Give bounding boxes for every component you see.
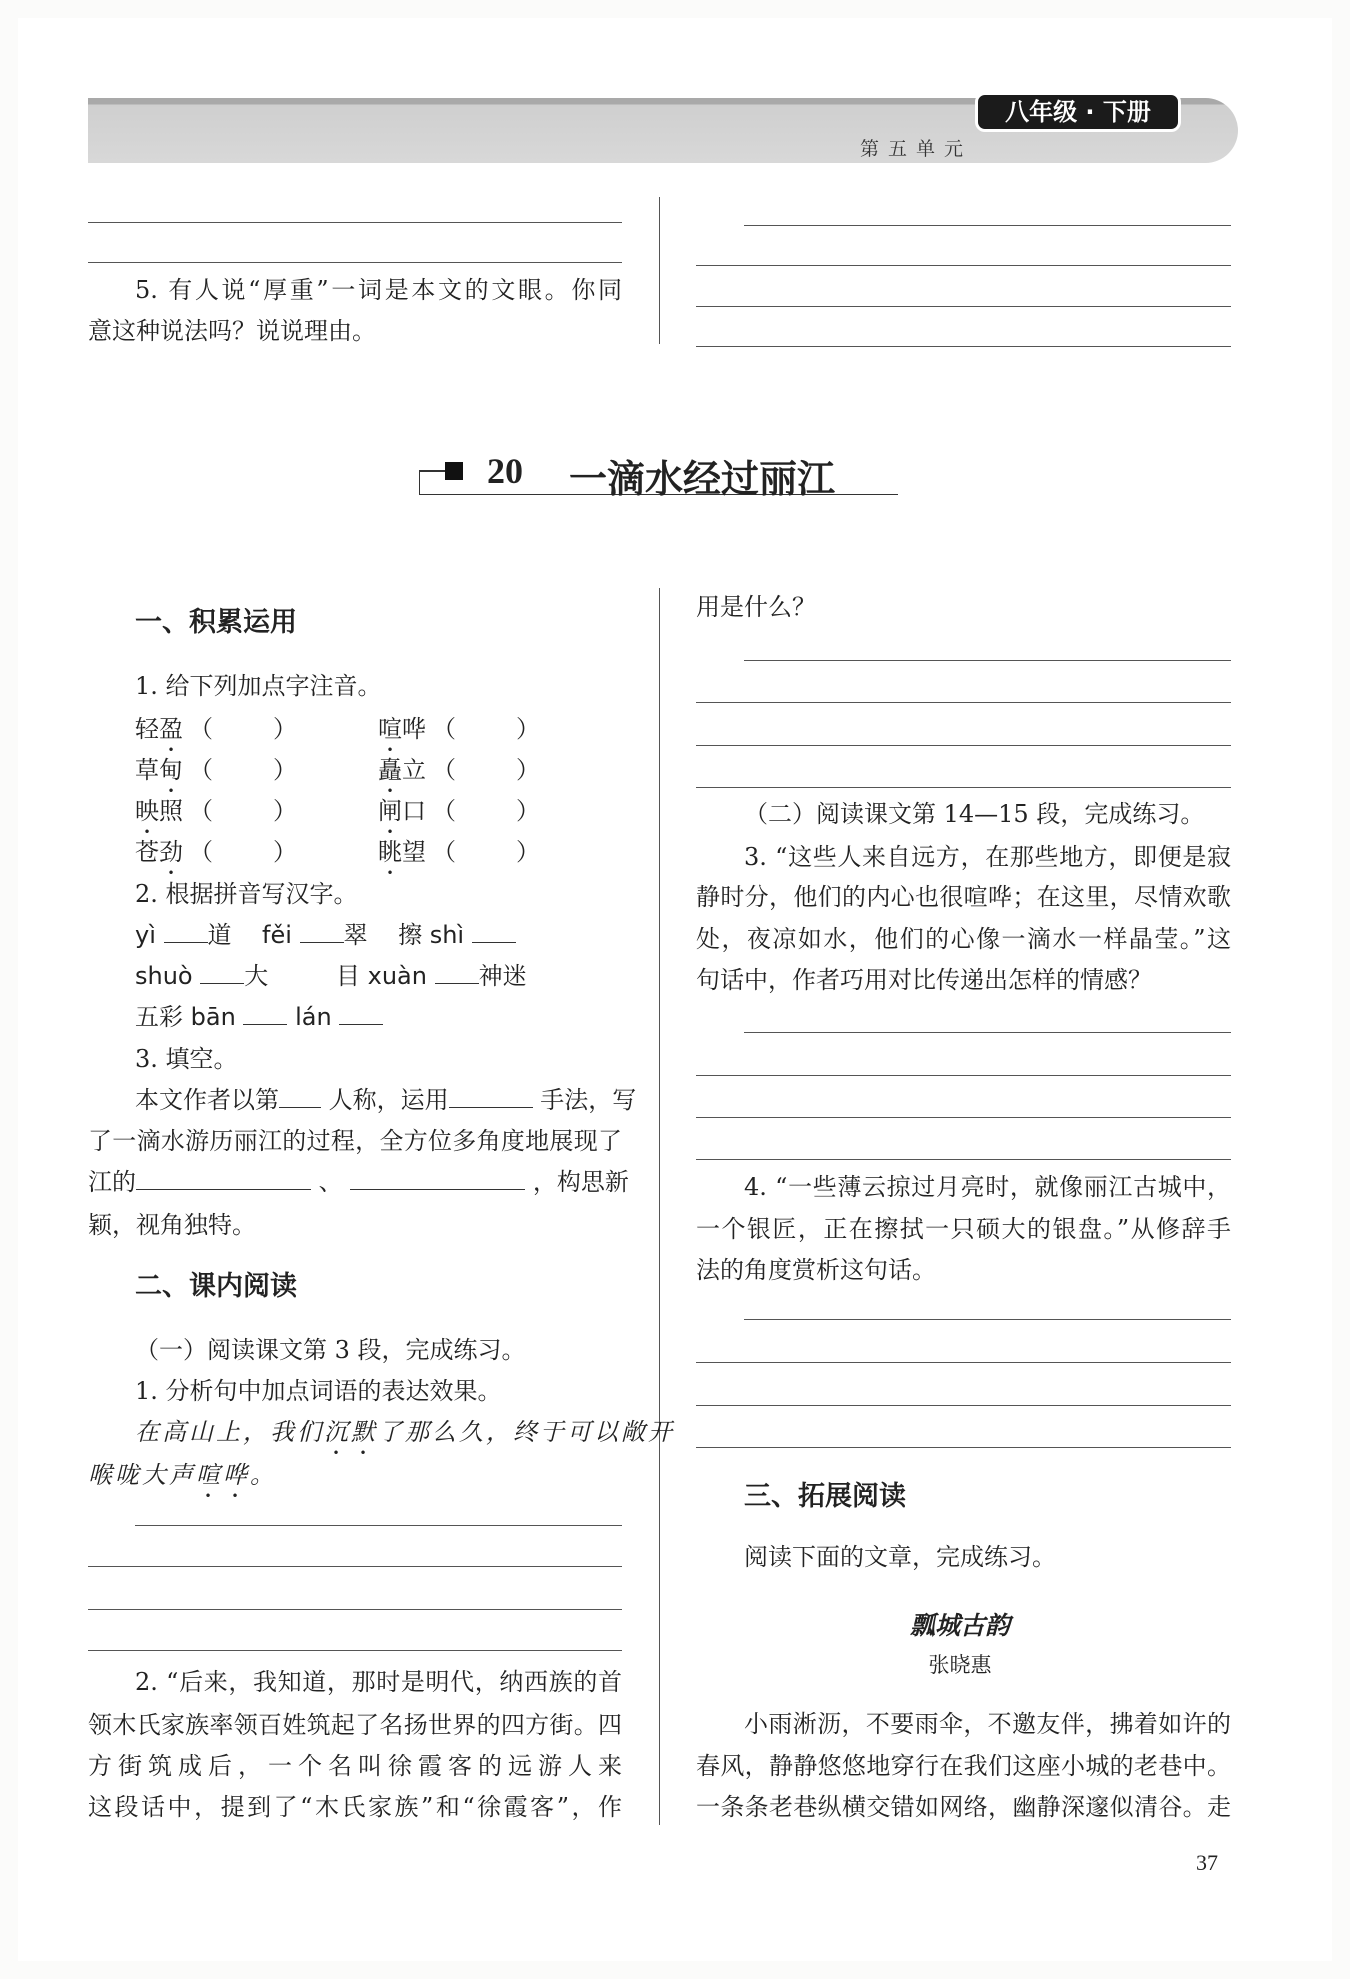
- question-3b-line: 静时分，他们的内心也很喧哗；在这里，尽情欢歌: [696, 883, 1231, 911]
- answer-line[interactable]: [696, 1362, 1231, 1363]
- dotted-char: 盈: [159, 715, 183, 743]
- pinyin-text: 目 xuàn: [336, 962, 427, 990]
- dotted-word: 喧哗: [196, 1461, 250, 1489]
- answer-line[interactable]: [744, 660, 1231, 661]
- blank-input[interactable]: [300, 920, 344, 943]
- word-text: 口: [402, 797, 426, 825]
- reading-instruction: 阅读下面的文章，完成练习。: [744, 1543, 1056, 1571]
- article-line: 春风，静静悠悠地穿行在我们这座小城的老巷中。: [696, 1752, 1231, 1780]
- pronunciation-item: [378, 714, 544, 744]
- answer-line[interactable]: [696, 1159, 1231, 1160]
- pinyin-text: 擦 shì: [398, 921, 465, 949]
- pinyin-text: 神迷: [478, 962, 527, 990]
- article-author: 张晓惠: [928, 1653, 992, 1677]
- text: 手法，写: [540, 1086, 637, 1114]
- text: 江的: [88, 1168, 136, 1196]
- answer-line[interactable]: [696, 1405, 1231, 1406]
- blank-input[interactable]: [449, 1085, 533, 1108]
- column-divider: [659, 588, 660, 1825]
- quote-line-2: [88, 1460, 277, 1490]
- question-2b-line: 2. “后来，我知道，那时是明代，纳西族的首: [135, 1668, 622, 1696]
- answer-parentheses[interactable]: （ ）: [432, 715, 544, 743]
- page-number: 37: [1196, 1850, 1218, 1875]
- pinyin-text: lán: [295, 1003, 332, 1031]
- question-5-line1: 5. 有人说“厚重”一词是本文的文眼。你同: [135, 276, 622, 304]
- pinyin-row-1: [135, 920, 516, 950]
- blank-input[interactable]: [164, 920, 208, 943]
- article-line: 小雨淅沥，不要雨伞，不邀友伴，拂着如许的: [744, 1710, 1231, 1738]
- pinyin-row-3: [135, 1002, 383, 1032]
- blank-input[interactable]: [136, 1167, 311, 1190]
- question-5-line2: 意这种说法吗？说说理由。: [88, 317, 376, 345]
- word-text: 照: [159, 797, 183, 825]
- article-title: 瓢城古韵: [909, 1611, 1010, 1640]
- text: 人称，运用: [328, 1086, 449, 1114]
- word-text: 轻: [135, 715, 159, 743]
- question-1: 1. 给下列加点字注音。: [135, 672, 382, 700]
- answer-line[interactable]: [696, 1075, 1231, 1076]
- answer-parentheses[interactable]: （ ）: [189, 797, 301, 825]
- word-text: 苍: [135, 838, 159, 866]
- question-2b-line: 这段话中，提到了“木氏家族”和“徐霞客”，作: [88, 1793, 622, 1821]
- part-2-instruction: （二）阅读课文第 14—15 段，完成练习。: [744, 800, 1205, 828]
- blank-input[interactable]: [200, 961, 244, 984]
- answer-line[interactable]: [744, 1319, 1231, 1320]
- answer-parentheses[interactable]: （ ）: [189, 838, 301, 866]
- lesson-number: 20: [487, 451, 523, 491]
- pronunciation-item: [135, 755, 301, 785]
- part-1-instruction: （一）阅读课文第 3 段，完成练习。: [135, 1336, 526, 1364]
- answer-parentheses[interactable]: （ ）: [432, 797, 544, 825]
- pinyin-text: 大: [244, 962, 269, 990]
- question-2: 2. 根据拼音写汉字。: [135, 880, 358, 908]
- pinyin-row-2b: [336, 961, 527, 991]
- pinyin-text: yì: [135, 921, 156, 949]
- dotted-char: 眺: [378, 838, 402, 866]
- text: 在高山上，我们: [135, 1418, 324, 1446]
- pronunciation-item: [378, 796, 544, 826]
- grade-badge: 八年级 · 下册: [975, 92, 1181, 132]
- section-heading-3: 三、拓展阅读: [744, 1481, 906, 1512]
- text: 本文作者以第: [135, 1086, 279, 1114]
- section-heading-2: 二、课内阅读: [135, 1271, 297, 1302]
- answer-line[interactable]: [88, 1609, 622, 1610]
- answer-line[interactable]: [88, 222, 622, 223]
- lesson-title-text: 一滴水经过丽江: [569, 456, 836, 501]
- text: ，构思新: [532, 1168, 629, 1196]
- pinyin-row-2: [135, 961, 268, 991]
- pronunciation-item: [135, 796, 301, 826]
- blank-input[interactable]: [350, 1167, 525, 1190]
- dotted-char: 甸: [159, 756, 183, 784]
- answer-line[interactable]: [744, 225, 1231, 226]
- pinyin-text: 翠: [343, 921, 368, 949]
- fill-line-2: 了一滴水游历丽江的过程，全方位多角度地展现了: [88, 1127, 622, 1155]
- pronunciation-item: [378, 837, 544, 867]
- title-tick: [419, 470, 445, 472]
- fill-line-1: [135, 1085, 636, 1115]
- article-line: 一条条老巷纵横交错如网络，幽静深邃似清谷。走: [696, 1793, 1231, 1821]
- text: 了那么久，终于可以敞开: [378, 1418, 675, 1446]
- blank-input[interactable]: [435, 961, 479, 984]
- word-text: 草: [135, 756, 159, 784]
- answer-line[interactable]: [135, 1525, 622, 1526]
- question-3b-line: 3. “这些人来自远方，在那些地方，即便是寂: [744, 843, 1231, 871]
- column-divider-top: [659, 197, 660, 344]
- pinyin-text: fěi: [262, 921, 292, 949]
- question-3b-line: 处，夜凉如水，他们的心像一滴水一样晶莹。”这: [696, 925, 1231, 953]
- answer-line[interactable]: [744, 1032, 1231, 1033]
- pronunciation-item: [378, 755, 544, 785]
- question-2b-line: 方街筑成后，一个名叫徐霞客的远游人来: [88, 1752, 622, 1780]
- dotted-char: 闸: [378, 797, 402, 825]
- blank-input[interactable]: [279, 1085, 321, 1108]
- answer-line[interactable]: [696, 306, 1231, 307]
- blank-input[interactable]: [243, 1002, 287, 1025]
- dotted-char: 喧: [378, 715, 402, 743]
- word-text: 望: [402, 838, 426, 866]
- question-2b-line: 领木氏家族率领百姓筑起了名扬世界的四方街。四: [88, 1711, 622, 1739]
- pinyin-text: 道: [207, 921, 232, 949]
- text: 、: [318, 1168, 343, 1196]
- answer-line[interactable]: [696, 745, 1231, 746]
- answer-line[interactable]: [88, 1566, 622, 1567]
- square-bullet-icon: [445, 462, 463, 480]
- pronunciation-item: [135, 714, 301, 744]
- pinyin-text: 五彩 bān: [135, 1003, 236, 1031]
- dotted-char: 劲: [159, 838, 183, 866]
- answer-line[interactable]: [696, 346, 1231, 347]
- lesson-title: [419, 451, 899, 501]
- quote-line-1: [135, 1417, 675, 1447]
- unit-label: 第五单元: [860, 138, 973, 160]
- dotted-char: 矗: [378, 756, 402, 784]
- answer-parentheses[interactable]: （ ）: [189, 715, 301, 743]
- question-1b: 1. 分析句中加点词语的表达效果。: [135, 1377, 502, 1405]
- answer-line[interactable]: [696, 265, 1231, 266]
- fill-line-3: [88, 1167, 629, 1197]
- section-heading-1: 一、积累运用: [135, 607, 297, 638]
- question-2b-continued: 用是什么？: [696, 593, 816, 621]
- answer-parentheses[interactable]: （ ）: [432, 756, 544, 784]
- fill-line-4: 颖，视角独特。: [88, 1211, 256, 1239]
- question-3b-line: 句话中，作者巧用对比传递出怎样的情感？: [696, 966, 1152, 994]
- dotted-word: 沉默: [324, 1418, 378, 1446]
- text: 。: [250, 1461, 277, 1489]
- question-4-line: 法的角度赏析这句话。: [696, 1256, 936, 1284]
- pronunciation-item: [135, 837, 301, 867]
- pinyin-text: shuò: [135, 962, 193, 990]
- question-4-line: 4. “一些薄云掠过月亮时，就像丽江古城中，: [744, 1173, 1231, 1201]
- question-3: 3. 填空。: [135, 1045, 238, 1073]
- answer-line[interactable]: [696, 702, 1231, 703]
- answer-parentheses[interactable]: （ ）: [189, 756, 301, 784]
- blank-input[interactable]: [472, 920, 516, 943]
- dotted-char: 映: [135, 797, 159, 825]
- text: 喉咙大声: [88, 1461, 196, 1489]
- answer-line[interactable]: [88, 262, 622, 263]
- word-text: 立: [402, 756, 426, 784]
- answer-line[interactable]: [696, 1117, 1231, 1118]
- answer-line[interactable]: [696, 1447, 1231, 1448]
- answer-line[interactable]: [88, 1650, 622, 1651]
- answer-line[interactable]: [696, 787, 1231, 788]
- word-text: 哗: [402, 715, 426, 743]
- question-4-line: 一个银匠，正在擦拭一只硕大的银盘。”从修辞手: [696, 1215, 1231, 1243]
- answer-parentheses[interactable]: （ ）: [432, 838, 544, 866]
- blank-input[interactable]: [339, 1002, 383, 1025]
